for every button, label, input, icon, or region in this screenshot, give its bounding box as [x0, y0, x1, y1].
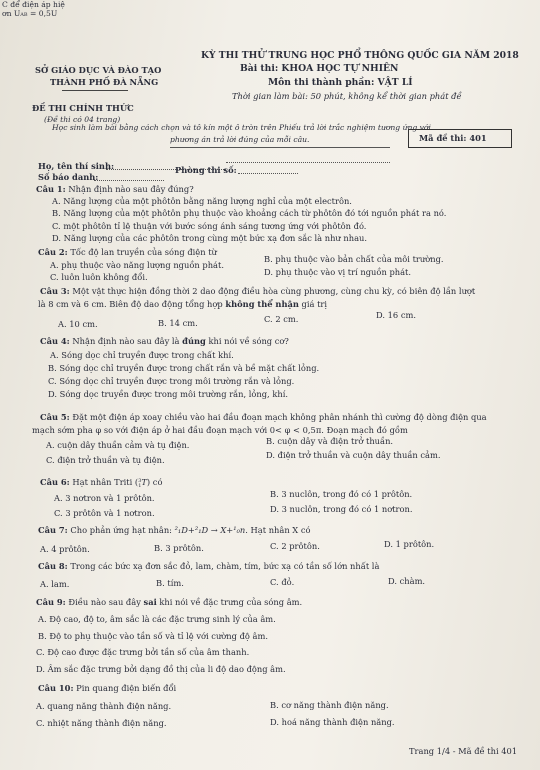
q2-option-a: A. phụ thuộc vào năng lượng nguồn phát. [50, 260, 224, 270]
q10-option-b: B. cơ năng thành điện năng. [270, 700, 389, 710]
q1-option-c: C. một phôtôn tỉ lệ thuận với bước sóng ánh sáng tương ứng với phôtôn đó. [52, 221, 367, 231]
city-name: THÀNH PHỐ ĐÀ NẴNG [50, 77, 159, 87]
instruction-line-1: Học sinh làm bài bằng cách chọn và tô kín một ô tròn trên Phiếu trả lời trắc nghiệm tương ứng với [52, 123, 431, 132]
q4-option-a: A. Sóng dọc chỉ truyền được trong chất khí. [50, 350, 234, 360]
q7-reaction: ²₁D+²₁D → X+¹₀n [174, 525, 246, 535]
q6-option-d: D. 3 nuclôn, trong đó có 1 nơtron. [270, 504, 413, 514]
q4-option-b: B. Sóng dọc chỉ truyền được trong chất rắn và bề mặt chất lỏng. [48, 363, 320, 373]
page-count: (Đề thi có 04 trang) [44, 115, 121, 124]
q8-stem: Câu 8: Trong các bức xạ đơn sắc đỏ, lam, chàm, tím, bức xạ có tần số lớn nhất là [38, 561, 380, 571]
q10-option-a: A. quang năng thành điện năng. [36, 701, 172, 711]
q5-option-b: B. cuộn dây và điện trở thuần. [266, 436, 394, 446]
q10-stem: Câu 10: Pin quang điện biến đổi [38, 683, 177, 693]
q5-option-d: D. điện trở thuần và cuộn dây thuần cảm. [266, 450, 441, 460]
id-label: Số báo danh: [38, 172, 99, 182]
q9-option-a: A. Độ cao, độ to, âm sắc là các đặc trưng sinh lý của âm. [38, 614, 276, 624]
q1-stem: Câu 1: Nhận định nào sau đây đúng? [36, 184, 194, 194]
corner-text-1: C để điện áp hiệ [2, 0, 65, 9]
q8-option-d: D. chàm. [388, 576, 426, 586]
q9-option-c: C. Độ cao được đặc trưng bởi tần số của âm thanh. [36, 647, 250, 657]
q5-stem-2: mạch sớm pha φ so với điện áp ở hai đầu đoạn mạch với 0< φ < 0,5π. Đoạn mạch đó gồm [32, 425, 408, 435]
q9-option-b: B. Độ to phụ thuộc vào tần số và tỉ lệ với cường độ âm. [38, 631, 268, 641]
q10-option-c: C. nhiệt năng thành điện năng. [36, 718, 167, 728]
q1-option-a: A. Năng lượng của một phôtôn bằng năng lượng nghỉ của một electrôn. [52, 196, 352, 206]
corner-text-2: ơn UAB = 0,5U [2, 9, 58, 18]
q7-stem: Câu 7: Cho phản ứng hạt nhân: ²₁D+²₁D → X+¹₀n. Hạt nhân X có [38, 525, 311, 535]
q3-option-a: A. 10 cm. [58, 319, 98, 329]
q5-option-a: A. cuộn dây thuần cảm và tụ điện. [46, 440, 190, 450]
q8-option-a: A. lam. [40, 579, 70, 589]
q7-option-d: D. 1 prôtôn. [384, 539, 435, 549]
exam-part: Bài thi: KHOA HỌC TỰ NHIÊN [240, 63, 399, 74]
id-dots [94, 180, 164, 181]
name-dots-2 [226, 162, 390, 163]
exam-code: Mã đề thi: 401 [419, 133, 487, 143]
q5-stem: Câu 5: Đặt một điện áp xoay chiều vào hai đầu đoạn mạch không phân nhánh thì cường độ dòng điện qua [40, 412, 487, 422]
instruction-underline [170, 147, 390, 148]
q7-option-c: C. 2 prôtôn. [270, 541, 320, 551]
q6-option-c: C. 3 prôtôn và 1 nơtron. [54, 508, 155, 518]
q2-option-c: C. luôn luôn không đổi. [50, 272, 148, 282]
room-label: Phòng thi số: [175, 165, 237, 175]
q6-option-b: B. 3 nuclôn, trong đó có 1 prôtôn. [270, 489, 413, 499]
room-dots [238, 173, 298, 174]
q4-option-d: D. Sóng dọc truyền được trong môi trường rắn, lỏng, khí. [48, 389, 288, 399]
q6-stem: Câu 6: Hạt nhân Triti (3 1T) có [40, 477, 163, 489]
exam-title: KỲ THI THỬ TRUNG HỌC PHỔ THÔNG QUỐC GIA NĂM 2018 [201, 50, 519, 61]
q7-option-a: A. 4 prôtôn. [40, 544, 90, 554]
exam-time: Thời gian làm bài: 50 phút, không kể thời gian phát đề [232, 91, 462, 101]
instruction-line-2: phương án trả lời đúng của mỗi câu. [170, 135, 310, 144]
official-label: ĐỀ THI CHÍNH THỨC [32, 103, 134, 113]
q2-option-b: B. phụ thuộc vào bản chất của môi trường. [264, 254, 444, 264]
subject-name: Môn thi thành phần: VẬT LÍ [268, 77, 413, 88]
q6-option-a: A. 3 nơtron và 1 prôtôn. [54, 493, 155, 503]
q10-option-d: D. hoá năng thành điện năng. [270, 717, 395, 727]
q3-stem-2: là 8 cm và 6 cm. Biên độ dao động tổng hợp không thể nhận giá trị [38, 299, 328, 309]
q3-option-b: B. 14 cm. [158, 318, 198, 328]
q5-option-c: C. điện trở thuần và tụ điện. [46, 455, 165, 465]
q3-option-c: C. 2 cm. [264, 314, 299, 324]
q8-option-c: C. đỏ. [270, 577, 295, 587]
q9-option-d: D. Âm sắc đặc trưng bởi dạng đồ thị của li độ dao động âm. [36, 664, 286, 674]
name-label: Họ, tên thí sinh: [38, 161, 115, 171]
q1-option-b: B. Năng lượng của một phôtôn phụ thuộc vào khoảng cách từ phôtôn đó tới nguồn phát ra nó. [52, 208, 447, 218]
q4-stem: Câu 4: Nhận định nào sau đây là đúng khi nói về sóng cơ? [40, 336, 289, 346]
q3-stem: Câu 3: Một vật thực hiện đồng thời 2 dao động điều hòa cùng phương, cùng chu kỳ, có biên độ lần lượt [40, 286, 476, 296]
page-footer: Trang 1/4 - Mã đề thi 401 [409, 746, 518, 756]
q2-stem: Câu 2: Tốc độ lan truyền của sóng điện từ [38, 247, 217, 257]
q2-option-d: D. phụ thuộc vào vị trí nguồn phát. [264, 267, 412, 277]
q7-option-b: B. 3 prôtôn. [154, 543, 204, 553]
dept-name: SỞ GIÁO DỤC VÀ ĐÀO TẠO [35, 65, 162, 75]
q9-stem: Câu 9: Điều nào sau đây sai khi nói về đặc trưng của sóng âm. [36, 597, 303, 607]
q4-option-c: C. Sóng dọc chỉ truyền được trong môi trường rắn và lỏng. [48, 376, 295, 386]
dept-underline [62, 90, 128, 91]
q8-option-b: B. tím. [156, 578, 184, 588]
q1-option-d: D. Năng lượng của các phôtôn trong cùng một bức xạ đơn sắc là như nhau. [52, 233, 368, 243]
q3-option-d: D. 16 cm. [376, 310, 416, 320]
